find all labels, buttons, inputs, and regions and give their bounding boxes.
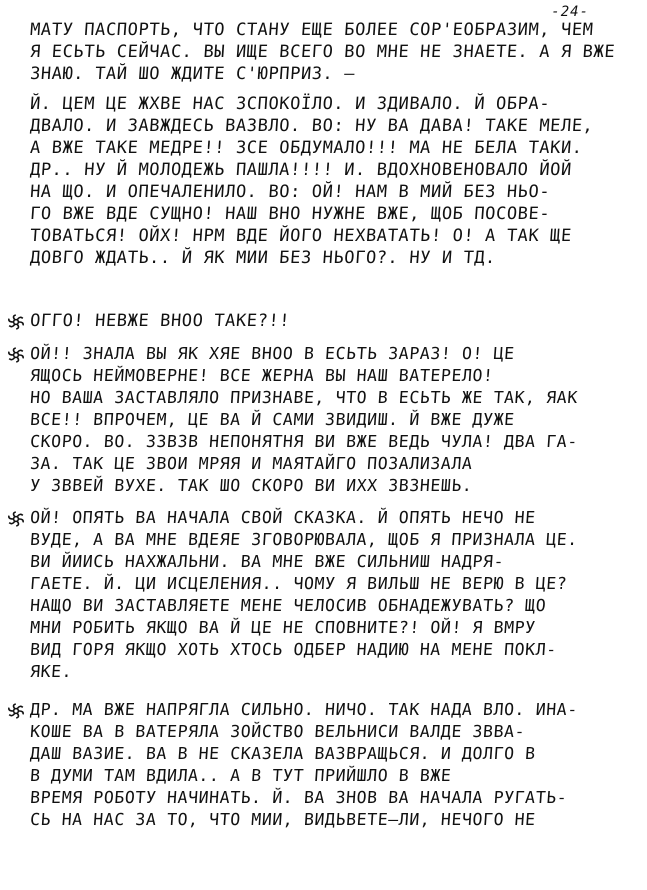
handwritten-line: ОЙ! ОПЯТЬ ВА НАЧАЛА СВОЙ СКАЗКА. Й ОПЯТЬ НЕЧО НЕ: [29, 508, 537, 527]
handwritten-line: У ЗВВЕЙ ВУХЕ. ТАК ШО СКОРО ВИ ИХХ ЗВЗНЕШЬ.: [29, 476, 474, 495]
page-number: -24-: [551, 4, 589, 20]
handwritten-line: ВИ ЙИИСЬ НАХЖАЛЬНИ. ВА МНЕ ВЖЕ СИЛЬНИШ НАДРЯ-: [29, 552, 505, 571]
handwritten-line: ДАШ ВАЗИЕ. ВА В НЕ СКАЗЕЛА ВАЗВРАЩЬСЯ. И ДОЛГО В: [29, 744, 537, 763]
handwritten-line: МАТУ ПАСПОРТЬ, ЧТО СТАНУ ЕЩЕ БОЛЕЕ СОР'ЕОБРАЗИМ, ЧЕМ: [29, 20, 595, 40]
handwritten-line: КОШЕ ВА В ВАТЕРЯЛА ЗОЙСТВО ВЕЛЬНИСИ ВАЛДЕ ЗВВА-: [29, 722, 526, 741]
handwritten-line: НА ЩО. И ОПЕЧАЛЕНИЛО. ВО: ОЙ! НАМ В МИЙ БЕЗ НЬО-: [29, 182, 551, 202]
paragraph-flower-icon: [6, 346, 26, 364]
handwritten-line: ВСЕ!! ВПРОЧЕМ, ЦЕ ВА Й САМИ ЗВИДИШ. Й ВЖЕ ДУЖЕ: [29, 410, 516, 429]
handwritten-line: Й. ЦЕМ ЦЕ ЖХВЕ НАС ЗСПОКОЇЛО. И ЗДИВАЛО. Й ОБРА-: [29, 94, 551, 114]
handwritten-line: ВУДЕ, А ВА МНЕ ВДЕЯЕ ЗГОВОРЮВАЛА, ЩОБ Я ПРИЗНАЛА ЦЕ.: [29, 530, 579, 549]
handwritten-line: В ДУМИ ТАМ ВДИЛА.. А В ТУТ ПРИЙШЛО В ВЖЕ: [29, 766, 453, 785]
paragraph-flower-icon: [6, 702, 26, 720]
handwritten-line: ДР.. НУ Й МОЛОДЕЖЬ ПАШЛА!!!! И. ВДОХНОВЕНОВАЛО ЙОЙ: [29, 160, 573, 180]
handwritten-line: ЯЩОСЬ НЕЙМОВЕРНЕ! ВСЕ ЖЕРНА ВЫ НАШ ВАТЕРЕЛО!: [29, 366, 495, 385]
handwritten-line: НО ВАША ЗАСТАВЛЯЛО ПРИЗНАВЕ, ЧТО В ЕСЬТЬ ЖЕ ТАК, ЯАК: [29, 388, 579, 407]
handwritten-line: ВРЕМЯ РОБОТУ НАЧИНАТЬ. Й. ВА ЗНОВ ВА НАЧАЛА РУГАТЬ-: [29, 788, 569, 807]
handwritten-line: ГО ВЖЕ ВДЕ СУЩНО! НАШ ВНО НУЖНЕ ВЖЕ, ЩОБ ПОСОВЕ-: [29, 204, 551, 224]
handwritten-line: СЬ НА НАС ЗА ТО, ЧТО МИИ, ВИДЬВЕТЕ—ЛИ, НЕЧОГО НЕ: [29, 810, 537, 829]
paragraph-flower-icon: [6, 510, 26, 528]
handwritten-line: ЗНАЮ. ТАЙ ШО ЖДИТЕ С'ЮРПРИЗ. —: [29, 64, 356, 84]
handwritten-line: ОГГО! НЕВЖЕ ВНОО ТАКЕ?!!: [29, 311, 291, 331]
handwritten-line: Я ЕСЬТЬ СЕЙЧАС. ВЫ ИЩЕ ВСЕГО ВО МНЕ НЕ ЗНАЕТЕ. А Я ВЖЕ: [29, 42, 616, 62]
handwritten-line: ОЙ!! ЗНАЛА ВЫ ЯК ХЯЕ ВНОО В ЕСЬТЬ ЗАРАЗ! О! ЦЕ: [29, 344, 516, 363]
handwritten-line: ДОВГО ЖДАТЬ.. Й ЯК МИИ БЕЗ НЬОГО?. НУ И ТД.: [29, 248, 497, 268]
handwritten-line: ДВАЛО. И ЗАВЖДЕСЬ ВАЗВЛО. ВО: НУ ВА ДАВА! ТАКЕ МЕЛЕ,: [29, 116, 595, 136]
paragraph-flower-icon: [6, 313, 26, 331]
handwritten-line: А ВЖЕ ТАКЕ МЕДРЕ!! ЗСЕ ОБДУМАЛО!!! МА НЕ БЕЛА ТАКИ.: [29, 138, 584, 158]
handwritten-line: ТОВАТЬСЯ! ОЙХ! НРМ ВДЕ ЙОГО НЕХВАТАТЬ! О! А ТАК ЩЕ: [29, 226, 573, 246]
handwritten-line: ЗА. ТАК ЦЕ ЗВОИ МРЯЯ И МАЯТАЙГО ПОЗАЛИЗАЛА: [29, 454, 474, 473]
handwritten-line: ВИД ГОРЯ ЯКЩО ХОТЬ ХТОСЬ ОДБЕР НАДИЮ НА МЕНЕ ПОКЛ-: [29, 640, 558, 659]
handwritten-line: СКОРО. ВО. ЗЗВЗВ НЕПОНЯТНЯ ВИ ВЖЕ ВЕДЬ ЧУЛА! ДВА ГА-: [29, 432, 579, 451]
handwritten-line: ЯКЕ.: [29, 662, 73, 681]
handwritten-line: НАЩО ВИ ЗАСТАВЛЯЕТЕ МЕНЕ ЧЕЛОСИВ ОБНАДЕЖУВАТЬ? ЩО: [29, 596, 547, 615]
handwritten-line: МНИ РОБИТЬ ЯКЩО ВА Й ЦЕ НЕ СПОВНИТЕ?! ОЙ! Я ВМРУ: [29, 618, 537, 637]
handwritten-line: ДР. МА ВЖЕ НАПРЯГЛА СИЛЬНО. НИЧО. ТАК НАДА ВЛО. ИНА-: [29, 700, 579, 719]
handwritten-line: ГАЕТЕ. Й. ЦИ ИСЦЕЛЕНИЯ.. ЧОМУ Я ВИЛЬШ НЕ ВЕРЮ В ЦЕ?: [29, 574, 569, 593]
